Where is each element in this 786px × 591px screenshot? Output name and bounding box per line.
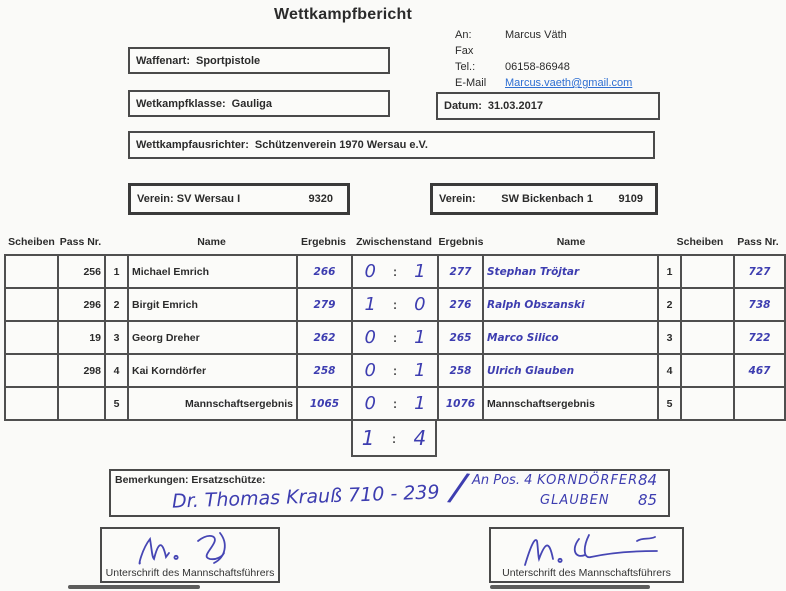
rownum-left-cell: 3 xyxy=(105,321,128,354)
rownum-right-cell: 3 xyxy=(658,321,681,354)
signature-away-label: Unterschrift des Mannschaftsführers xyxy=(502,567,671,579)
ergebnis-right-cell: 258 xyxy=(438,354,483,387)
remarks-label: Bemerkungen: Ersatzschütze: xyxy=(115,474,266,486)
table-row xyxy=(5,255,785,288)
verein-home-team: SV Wersau I xyxy=(176,193,241,205)
name-right-cell: Ulrich Glauben xyxy=(483,354,658,387)
signature-box-home xyxy=(100,527,280,583)
zwischenstand-cell xyxy=(352,321,438,354)
zw-left-digit: 1 xyxy=(364,294,376,315)
verein-away-label: Verein: xyxy=(439,193,476,205)
passnr-right-cell: 738 xyxy=(734,288,785,321)
rownum-left-cell: 1 xyxy=(105,255,128,288)
zw-colon: : xyxy=(392,363,398,378)
scheiben-left-cell xyxy=(5,354,58,387)
signature-home-label: Unterschrift des Mannschaftsführers xyxy=(105,567,275,579)
zw-right-digit: 1 xyxy=(414,360,426,381)
name-left-cell: Georg Dreher xyxy=(128,321,297,354)
col-header-zwischenstand: Zwischenstand xyxy=(356,236,432,248)
name-right-cell: Marco Silico xyxy=(483,321,658,354)
datum-box xyxy=(436,92,660,120)
col-header-passnr-right: Pass Nr. xyxy=(737,236,779,248)
empty-cell xyxy=(58,387,105,420)
an-value: Marcus Väth xyxy=(505,29,567,41)
passnr-left-cell: 296 xyxy=(58,288,105,321)
passnr-left-cell: 256 xyxy=(58,255,105,288)
zw-left-digit: 0 xyxy=(364,261,376,282)
scheiben-right-cell xyxy=(681,354,734,387)
rownum-right-cell: 2 xyxy=(658,288,681,321)
table-row-mannschaft xyxy=(5,387,785,420)
remarks-note-value1: 84 xyxy=(638,471,658,489)
rownum-right-cell: 4 xyxy=(658,354,681,387)
scheiben-left-cell xyxy=(5,255,58,288)
name-right-cell: Stephan Tröjtar xyxy=(483,255,658,288)
zw-colon: : xyxy=(392,264,398,279)
col-header-scheiben-left: Scheiben xyxy=(8,236,55,248)
rownum-left-cell: 2 xyxy=(105,288,128,321)
scheiben-right-cell xyxy=(681,321,734,354)
scheiben-left-cell xyxy=(5,288,58,321)
passnr-right-cell: 722 xyxy=(734,321,785,354)
empty-cell xyxy=(681,387,734,420)
passnr-right-cell: 467 xyxy=(734,354,785,387)
mannschaftsergebnis-left-label: Mannschaftsergebnis xyxy=(128,387,297,420)
scheiben-left-cell xyxy=(5,321,58,354)
wettkampfklasse-value: Gauliga xyxy=(231,97,273,110)
email-label: E-Mail xyxy=(455,77,487,89)
waffenart-label: Waffenart: xyxy=(136,54,190,67)
table-row xyxy=(5,321,785,354)
name-right-cell: Ralph Obszanski xyxy=(483,288,658,321)
passnr-left-cell: 298 xyxy=(58,354,105,387)
zw-right-digit: 1 xyxy=(414,261,426,282)
col-header-ergebnis-right: Ergebnis xyxy=(438,236,484,248)
name-left-cell: Michael Emrich xyxy=(128,255,297,288)
remarks-note-position: An Pos. 4 xyxy=(472,473,533,488)
col-header-ergebnis-left: Ergebnis xyxy=(301,236,346,248)
email-link[interactable]: Marcus.vaeth@gmail.com xyxy=(505,77,633,89)
zwischenstand-cell xyxy=(352,354,438,387)
contact-tel-row xyxy=(455,61,570,73)
empty-cell xyxy=(5,387,58,420)
zwischenstand-cell xyxy=(352,255,438,288)
final-score-right: 4 xyxy=(413,426,427,450)
signature-away-icon xyxy=(491,529,686,569)
verein-away-box xyxy=(430,183,658,215)
ausrichter-value: Schützenverein 1970 Wersau e.V. xyxy=(254,139,428,151)
zw-colon: : xyxy=(392,330,398,345)
empty-cell xyxy=(734,387,785,420)
signature-home-icon xyxy=(102,529,282,569)
verein-away-team: SW Bickenbach 1 xyxy=(501,193,593,205)
ergebnis-left-cell: 1065 xyxy=(297,387,352,420)
zw-left-digit: 0 xyxy=(364,393,376,414)
zwischenstand-cell xyxy=(352,288,438,321)
zw-colon: : xyxy=(392,396,398,411)
name-left-cell: Birgit Emrich xyxy=(128,288,297,321)
page-title: Wettkampfbericht xyxy=(273,6,413,23)
rownum-right-cell: 5 xyxy=(658,387,681,420)
remarks-note-name2: GLAUBEN xyxy=(540,493,610,508)
col-header-name-right: Name xyxy=(556,236,586,248)
score-table xyxy=(4,254,786,421)
zwischenstand-cell xyxy=(352,387,438,420)
final-score-colon: : xyxy=(391,430,397,446)
contact-fax-row xyxy=(455,45,505,57)
waffenart-box xyxy=(128,47,390,74)
verein-home-box xyxy=(128,183,350,215)
verein-home-name xyxy=(137,193,240,205)
contact-an-row xyxy=(455,29,567,41)
zw-right-digit: 1 xyxy=(414,393,426,414)
final-score-box xyxy=(351,419,437,457)
tel-label: Tel.: xyxy=(455,61,476,73)
zw-right-digit: 0 xyxy=(414,294,426,315)
rownum-right-cell: 1 xyxy=(658,255,681,288)
mannschaftsergebnis-right-label: Mannschaftsergebnis xyxy=(483,387,658,420)
passnr-right-cell: 727 xyxy=(734,255,785,288)
scheiben-right-cell xyxy=(681,255,734,288)
remarks-slash: / xyxy=(449,464,468,510)
datum-label: Datum: xyxy=(444,100,482,112)
fax-label: Fax xyxy=(455,45,474,57)
scan-artifact-bar xyxy=(68,585,200,589)
contact-email-row xyxy=(455,77,632,89)
ergebnis-right-cell: 265 xyxy=(438,321,483,354)
name-left-cell: Kai Korndörfer xyxy=(128,354,297,387)
ergebnis-right-cell: 276 xyxy=(438,288,483,321)
datum-value: 31.03.2017 xyxy=(487,100,543,112)
an-label: An: xyxy=(455,29,472,41)
ergebnis-right-cell: 1076 xyxy=(438,387,483,420)
ergebnis-left-cell: 262 xyxy=(297,321,352,354)
zw-colon: : xyxy=(392,297,398,312)
wettkampfklasse-label: Wetkampfklasse: xyxy=(136,97,226,110)
zw-left-digit: 0 xyxy=(364,360,376,381)
passnr-left-cell: 19 xyxy=(58,321,105,354)
wettkampfklasse-box xyxy=(128,90,390,117)
tel-value: 06158-86948 xyxy=(505,61,570,73)
ergebnis-right-cell: 277 xyxy=(438,255,483,288)
verein-away-number: 9109 xyxy=(618,193,643,205)
remarks-handwriting-line1: Dr. Thomas Krauß 710 - 239 xyxy=(171,481,440,513)
remarks-note-name1: KORNDÖRFER xyxy=(537,473,639,488)
col-header-passnr-left: Pass Nr. xyxy=(59,236,102,248)
ergebnis-left-cell: 258 xyxy=(297,354,352,387)
rownum-left-cell: 5 xyxy=(105,387,128,420)
scheiben-right-cell xyxy=(681,288,734,321)
ausrichter-label: Wettkampfausrichter: xyxy=(136,139,249,151)
table-row xyxy=(5,354,785,387)
rownum-left-cell: 4 xyxy=(105,354,128,387)
table-row xyxy=(5,288,785,321)
verein-home-number: 9320 xyxy=(308,193,333,205)
ergebnis-left-cell: 266 xyxy=(297,255,352,288)
zw-left-digit: 0 xyxy=(364,327,376,348)
col-header-scheiben-right: Scheiben xyxy=(676,236,724,248)
waffenart-value: Sportpistole xyxy=(195,54,261,67)
ausrichter-box xyxy=(128,131,655,159)
scan-artifact-bar xyxy=(490,585,650,589)
final-score-left: 1 xyxy=(361,426,375,450)
ergebnis-left-cell: 279 xyxy=(297,288,352,321)
verein-home-label: Verein: xyxy=(137,193,174,205)
col-header-name-left: Name xyxy=(197,236,226,248)
signature-box-away xyxy=(489,527,684,583)
zw-right-digit: 1 xyxy=(414,327,426,348)
remarks-note-value2: 85 xyxy=(638,491,658,509)
